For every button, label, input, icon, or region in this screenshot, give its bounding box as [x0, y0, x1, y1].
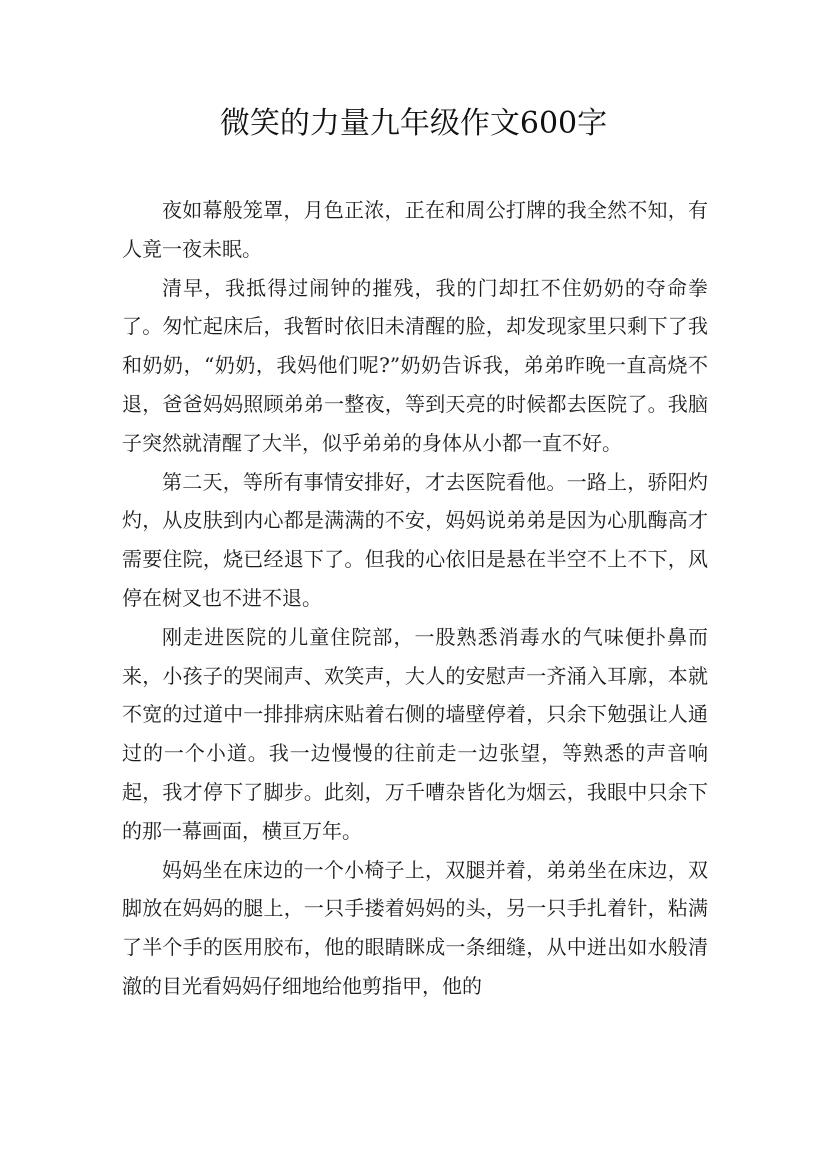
- paragraph-5: 妈妈坐在床边的一个小椅子上，双腿并着，弟弟坐在床边，双脚放在妈妈的腿上，一只手搂着妈妈的头，另一只手扎着针，粘满了半个手的医用胶布，他的眼睛眯成一条细缝，从中迸出如水般清澈的目光看妈妈仔细地给他剪指甲，他的: [122, 857, 708, 998]
- paragraph-3: 第二天，等所有事情安排好，才去医院看他。一路上，骄阳灼灼，从皮肤到内心都是满满的不安，妈妈说弟弟是因为心肌酶高才需要住院，烧已经退下了。但我的心依旧是悬在半空不上不下，风停在树叉也不进不退。: [122, 469, 708, 610]
- paragraph-1: 夜如幕般笼罩，月色正浓，正在和周公打牌的我全然不知，有人竟一夜未眠。: [122, 198, 708, 261]
- document-body: [122, 191, 708, 1006]
- paragraph-4: 刚走进医院的儿童住院部，一股熟悉消毒水的气味便扑鼻而来，小孩子的哭闹声、欢笑声，大人的安慰声一齐涌入耳廓，本就不宽的过道中一排排病床贴着右侧的墙壁停着，只余下勉强让人通过的一个小道。我一边慢慢的往前走一边张望，等熟悉的声音响起，我才停下了脚步。此刻，万千嘈杂皆化为烟云，我眼中只余下的那一幕画面，横亘万年。: [122, 624, 708, 843]
- document-title: 微笑的力量九年级作文600字: [219, 106, 608, 141]
- paragraph-2: 清早，我抵得过闹钟的摧残，我的门却扛不住奶奶的夺命拳了。匆忙起床后，我暂时依旧未清醒的脸，却发现家里只剩下了我和奶奶，“奶奶，我妈他们呢?”奶奶告诉我，弟弟昨晚一直高烧不退，爸爸妈妈照顾弟弟一整夜，等到天亮的时候都去医院了。我脑子突然就清醒了大半，似乎弟弟的身体从小都一直不好。: [122, 275, 708, 455]
